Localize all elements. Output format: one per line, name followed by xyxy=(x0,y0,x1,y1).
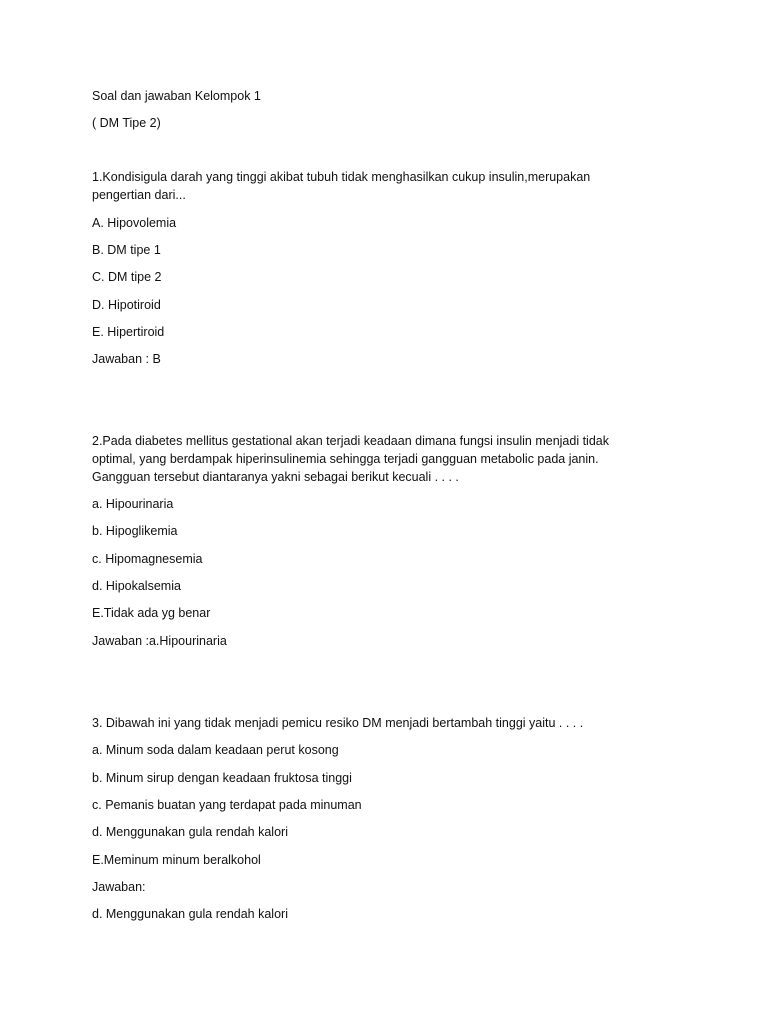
answer-option: C. DM tipe 2 xyxy=(92,270,162,284)
answer-option: E. Hipertiroid xyxy=(92,325,165,339)
question-text-line: optimal, yang berdampak hiperinsulinemia sehingga terjadi gangguan metabolic pada janin. xyxy=(92,452,599,466)
answer-key-detail: d. Menggunakan gula rendah kalori xyxy=(92,907,288,921)
document-subtitle: ( DM Tipe 2) xyxy=(92,116,161,130)
answer-option: B. DM tipe 1 xyxy=(92,243,161,257)
answer-option: D. Hipotiroid xyxy=(92,298,161,312)
document-title: Soal dan jawaban Kelompok 1 xyxy=(92,89,261,103)
question-text-line: 1.Kondisigula darah yang tinggi akibat tubuh tidak menghasilkan cukup insulin,merupakan xyxy=(92,170,591,184)
answer-option: d. Menggunakan gula rendah kalori xyxy=(92,825,288,839)
answer-option: c. Hipomagnesemia xyxy=(92,552,203,566)
answer-option: E.Meminum minum beralkohol xyxy=(92,853,261,867)
answer-key: Jawaban: xyxy=(92,880,146,894)
answer-option: c. Pemanis buatan yang terdapat pada minuman xyxy=(92,798,362,812)
answer-key: Jawaban : B xyxy=(92,352,161,366)
answer-key: Jawaban :a.Hipourinaria xyxy=(92,634,227,648)
answer-option: b. Minum sirup dengan keadaan fruktosa tinggi xyxy=(92,771,352,785)
question-text-line: 3. Dibawah ini yang tidak menjadi pemicu resiko DM menjadi bertambah tinggi yaitu . . . . xyxy=(92,716,584,730)
question-text-line: pengertian dari... xyxy=(92,188,186,202)
answer-option: d. Hipokalsemia xyxy=(92,579,181,593)
answer-option: b. Hipoglikemia xyxy=(92,524,178,538)
answer-option: a. Hipourinaria xyxy=(92,497,174,511)
question-text-line: Gangguan tersebut diantaranya yakni sebagai berikut kecuali . . . . xyxy=(92,470,459,484)
answer-option: A. Hipovolemia xyxy=(92,216,177,230)
question-text-line: 2.Pada diabetes mellitus gestational akan terjadi keadaan dimana fungsi insulin menjadi tidak xyxy=(92,434,609,448)
answer-option: a. Minum soda dalam keadaan perut kosong xyxy=(92,743,339,757)
answer-option: E.Tidak ada yg benar xyxy=(92,606,211,620)
